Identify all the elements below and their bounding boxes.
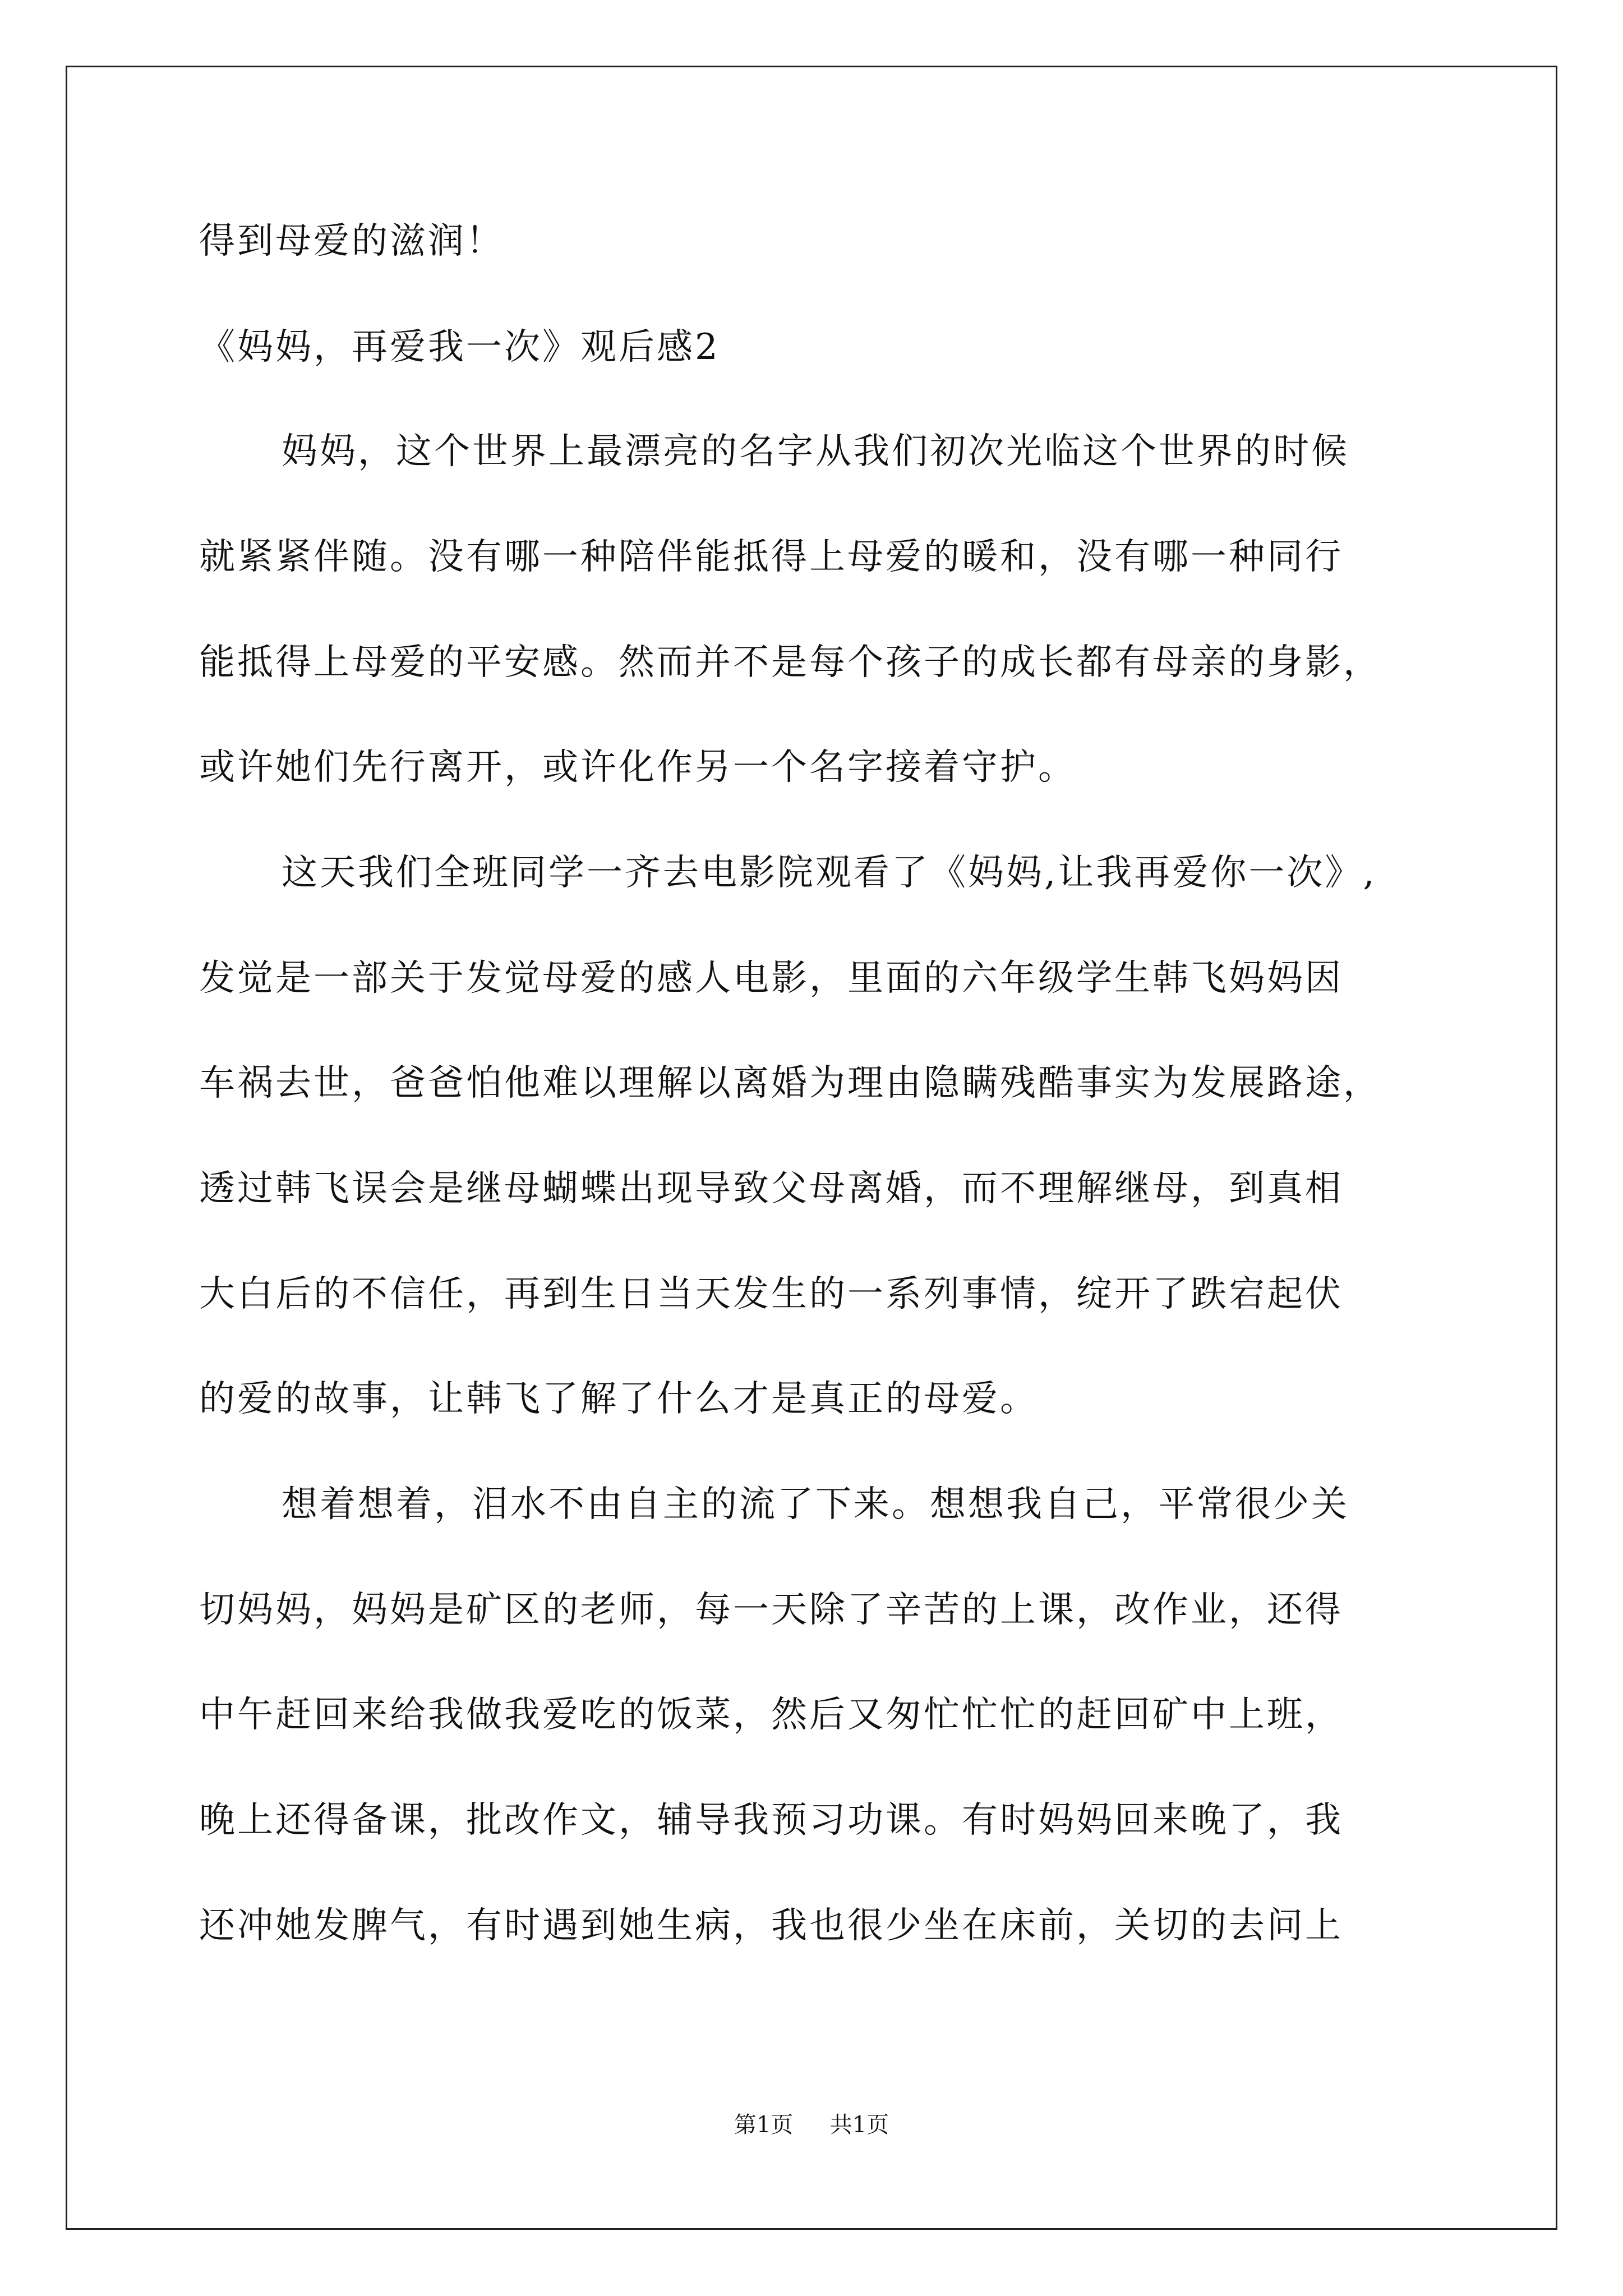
text-line: 车祸去世，爸爸怕他难以理解以离婚为理由隐瞒残酷事实为发展路途， <box>199 1062 1381 1104</box>
page-total: 共1页 <box>829 2112 889 2138</box>
text-line: 中午赶回来给我做我爱吃的饭菜，然后又匆忙忙忙的赶回矿中上班， <box>199 1694 1343 1736</box>
text-line: 切妈妈，妈妈是矿区的老师，每一天除了辛苦的上课，改作业，还得 <box>199 1589 1343 1631</box>
text-line: 这天我们全班同学一齐去电影院观看了《妈妈,让我再爱你一次》, <box>282 852 1377 894</box>
text-line: 能抵得上母爱的平安感。然而并不是每个孩子的成长都有母亲的身影， <box>199 642 1381 683</box>
text-line: 发觉是一部关于发觉母爱的感人电影，里面的六年级学生韩飞妈妈因 <box>199 958 1343 999</box>
text-line: 或许她们先行离开，或许化作另一个名字接着守护。 <box>199 747 1076 788</box>
text-line: 得到母爱的滋润！ <box>199 220 504 262</box>
text-line: 大白后的不信任，再到生日当天发生的一系列事情，绽开了跌宕起伏 <box>199 1273 1343 1315</box>
text-line: 妈妈，这个世界上最漂亮的名字从我们初次光临这个世界的时候 <box>282 431 1349 472</box>
text-line: 就紧紧伴随。没有哪一种陪伴能抵得上母爱的暖和，没有哪一种同行 <box>199 536 1343 578</box>
text-line: 透过韩飞误会是继母蝴蝶出现导致父母离婚，而不理解继母，到真相 <box>199 1168 1343 1209</box>
essay-title: 《妈妈，再爱我一次》观后感2 <box>199 326 720 368</box>
text-line: 晚上还得备课，批改作文，辅导我预习功课。有时妈妈回来晚了，我 <box>199 1800 1343 1841</box>
text-line: 还冲她发脾气，有时遇到她生病，我也很少坐在床前，关切的去问上 <box>199 1905 1343 1947</box>
text-line: 想着想着，泪水不由自主的流了下来。想想我自己，平常很少关 <box>282 1484 1349 1525</box>
page-number: 第1页 <box>734 2112 794 2138</box>
text-line: 的爱的故事，让韩飞了解了什么才是真正的母爱。 <box>199 1378 1038 1420</box>
page-footer <box>0 2110 1623 2139</box>
